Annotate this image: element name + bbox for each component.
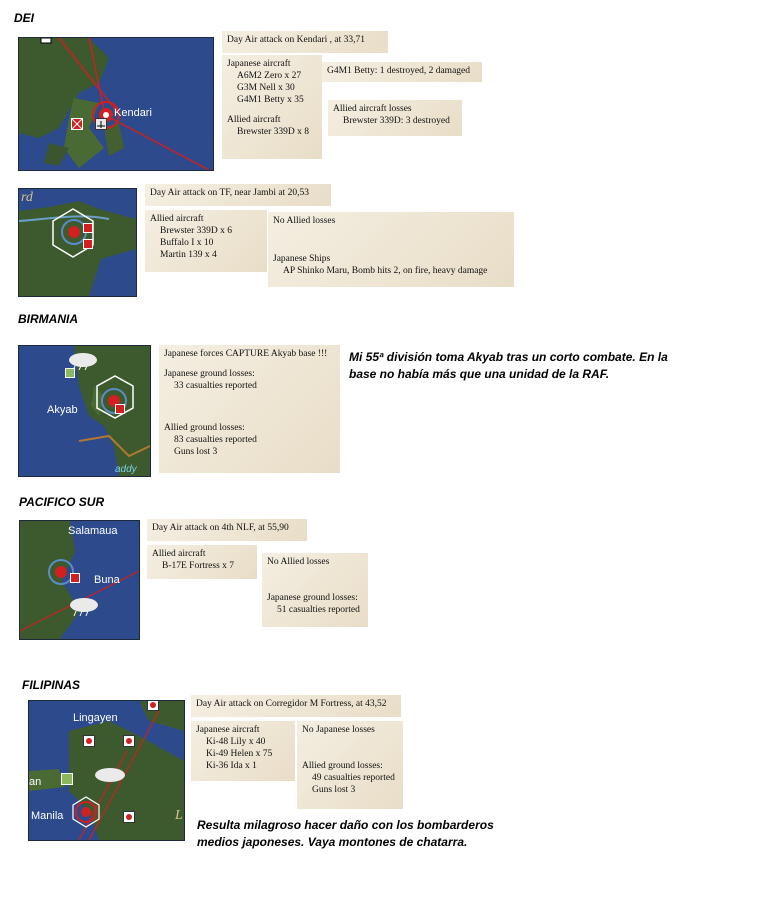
japanese-ships-header: Japanese Ships (273, 254, 331, 264)
aircraft-entry: Ki-49 Helen x 75 (206, 749, 273, 759)
report-buna-losses (262, 553, 368, 627)
allied-losses-header: Allied aircraft losses (333, 104, 412, 114)
loss-entry: 33 casualties reported (174, 381, 257, 391)
map-jambi (18, 188, 137, 297)
no-losses-text: No Allied losses (267, 557, 330, 567)
report-kendari-result: G4M1 Betty: 1 destroyed, 2 damaged (322, 62, 482, 82)
loss-entry: Guns lost 3 (174, 447, 218, 457)
map-river-label: addy (115, 464, 137, 475)
map-label-partial: an (29, 776, 42, 788)
report-kendari-losses (328, 100, 462, 136)
japanese-losses-header: Japanese ground losses: (164, 369, 255, 379)
allied-losses-header: Allied ground losses: (302, 761, 383, 771)
report-kendari-aircraft (222, 55, 322, 159)
map-label-lingayen: Lingayen (73, 712, 118, 724)
report-jambi-aircraft (145, 210, 267, 272)
comment-line: Resulta milagroso hacer daño con los bombarderos (197, 818, 494, 832)
map-label-kendari: Kendari (114, 107, 152, 119)
aircraft-entry: Brewster 339D x 8 (237, 127, 310, 137)
map-akyab (18, 345, 151, 477)
report-jambi-losses (268, 212, 514, 287)
comment-filipinas (197, 817, 537, 851)
aircraft-entry: Brewster 339D x 6 (160, 226, 233, 236)
map-corner-text: rd (21, 190, 33, 205)
map-label-manila: Manila (31, 810, 64, 822)
report-corregidor-aircraft (191, 721, 295, 781)
allied-aircraft-header: Allied aircraft (150, 214, 204, 224)
loss-entry: 51 casualties reported (277, 605, 360, 615)
japanese-losses-header: Japanese ground losses: (267, 593, 358, 603)
allied-losses-header: Allied ground losses: (164, 423, 245, 433)
map-buna (19, 520, 140, 640)
map-label-salamaua: Salamaua (68, 525, 118, 537)
report-corregidor-losses (297, 721, 403, 809)
map-label-edge: L (175, 808, 183, 823)
ship-entry: AP Shinko Maru, Bomb hits 2, on fire, heavy damage (283, 266, 488, 276)
no-losses-text: No Allied losses (273, 216, 336, 226)
allied-aircraft-header: Allied aircraft (227, 115, 281, 125)
loss-entry: 83 casualties reported (174, 435, 257, 445)
section-title-dei: DEI (14, 11, 35, 25)
aircraft-entry: Ki-48 Lily x 40 (206, 737, 266, 747)
report-corregidor-title: Day Air attack on Corregidor M Fortress, at 43,52 (191, 695, 401, 717)
aircraft-entry: B-17E Fortress x 7 (162, 561, 235, 571)
map-label-akyab: Akyab (47, 404, 78, 416)
map-kendari (18, 37, 214, 171)
aircraft-entry: Martin 139 x 4 (160, 250, 217, 260)
comment-line: Mi 55ª división toma Akyab tras un corto combate. En la (349, 350, 668, 364)
aircraft-entry: Ki-36 Ida x 1 (206, 761, 257, 771)
allied-aircraft-header: Allied aircraft (152, 549, 206, 559)
map-label-buna: Buna (94, 574, 120, 586)
loss-entry: Brewster 339D: 3 destroyed (343, 116, 450, 126)
loss-entry: Guns lost 3 (312, 785, 356, 795)
comment-line: medios japoneses. Vaya montones de chatarra. (197, 835, 468, 849)
japanese-aircraft-header: Japanese aircraft (227, 59, 291, 69)
japanese-aircraft-header: Japanese aircraft (196, 725, 260, 735)
comment-line: base no había más que una unidad de la RAF. (349, 367, 610, 381)
aircraft-entry: A6M2 Zero x 27 (237, 71, 302, 81)
report-akyab (159, 345, 340, 473)
comment-akyab (349, 349, 709, 383)
report-jambi-title: Day Air attack on TF, near Jambi at 20,53 (145, 184, 331, 206)
aircraft-entry: G3M Nell x 30 (237, 83, 295, 93)
report-buna-aircraft (147, 545, 257, 579)
section-title-filipinas: FILIPINAS (22, 678, 81, 692)
aircraft-entry: G4M1 Betty x 35 (237, 95, 304, 105)
report-kendari-title: Day Air attack on Kendari , at 33,71 (222, 31, 388, 53)
capture-title: Japanese forces CAPTURE Akyab base !!! (164, 349, 328, 359)
section-title-pacifico-sur: PACIFICO SUR (19, 495, 105, 509)
map-manila (28, 700, 185, 841)
report-buna-title: Day Air attack on 4th NLF, at 55,90 (147, 519, 307, 541)
loss-entry: 49 casualties reported (312, 773, 395, 783)
section-title-birmania: BIRMANIA (18, 312, 78, 326)
no-losses-text: No Japanese losses (302, 725, 375, 735)
aircraft-entry: Buffalo I x 10 (160, 238, 214, 248)
